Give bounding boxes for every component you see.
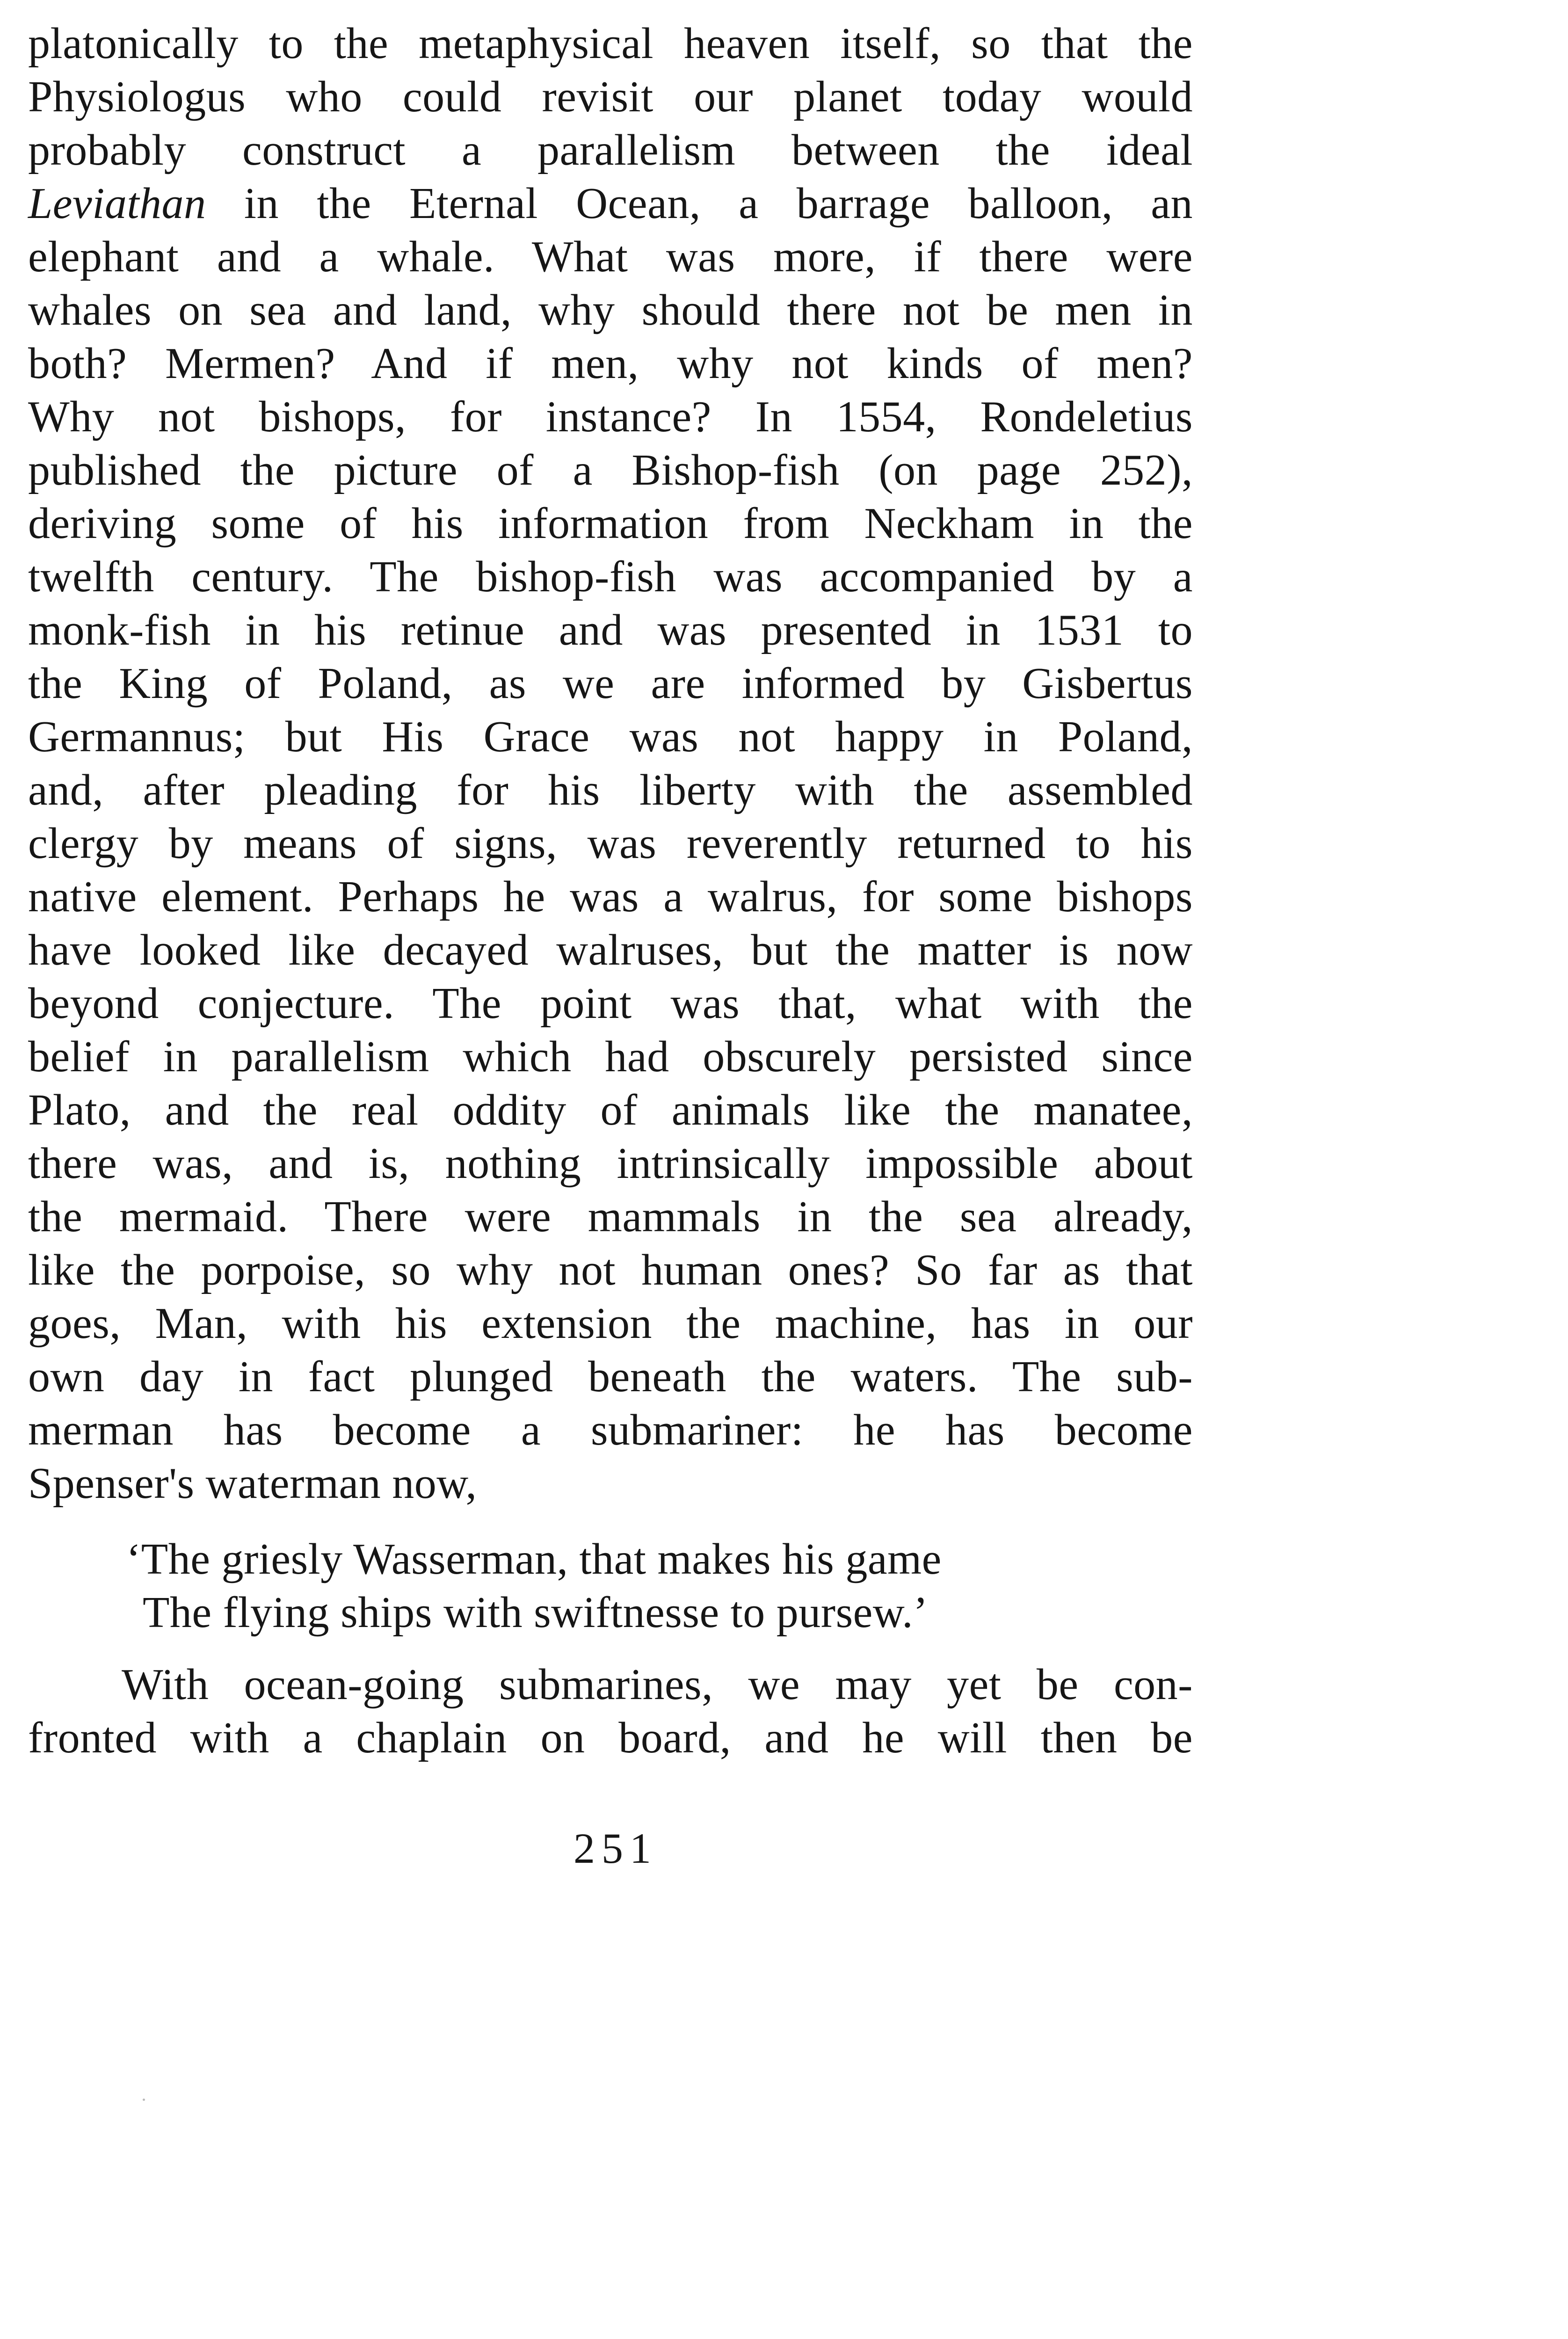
text-line: merman has become a submariner: he has become [28, 1406, 1193, 1454]
text-line: elephant and a whale. What was more, if there were [28, 232, 1193, 281]
text-line: both? Mermen? And if men, why not kinds of men? [28, 339, 1193, 388]
text-line: native element. Perhaps he was a walrus, for some bishops [28, 872, 1193, 921]
spacer [28, 1510, 1193, 1533]
quote-line: The flying ships with swiftnesse to pursew.’ [143, 1588, 928, 1637]
text-line: Why not bishops, for instance? In 1554, Rondeletius [28, 392, 1193, 441]
text-line: the King of Poland, as we are informed by Gisbertus [28, 659, 1193, 708]
text-line: probably construct a parallelism between the ideal [28, 126, 1193, 174]
text-line: like the porpoise, so why not human ones? So far as that [28, 1246, 1193, 1294]
text-line: Plato, and the real oddity of animals like the manatee, [28, 1086, 1193, 1134]
text-line: fronted with a chaplain on board, and he will then be [28, 1714, 1193, 1762]
text-line: goes, Man, with his extension the machine, has in our [28, 1299, 1193, 1348]
paper-speck [143, 2099, 145, 2101]
text-line: deriving some of his information from Neckham in the [28, 499, 1193, 548]
text-line: platonically to the metaphysical heaven itself, so that the [28, 19, 1193, 68]
quote-line: ‘The griesly Wasserman, that makes his game [126, 1535, 942, 1584]
text-line: have looked like decayed walruses, but the matter is now [28, 926, 1193, 974]
text-line: monk-fish in his retinue and was presented in 1531 to [28, 606, 1193, 654]
text-line: whales on sea and land, why should there not be men in [28, 286, 1193, 334]
text-line [28, 177, 1193, 230]
text-line: belief in parallelism which had obscurely persisted since [28, 1032, 1193, 1081]
verse-quotation [28, 1533, 1193, 1639]
text-line: there was, and is, nothing intrinsically impossible about [28, 1139, 1193, 1188]
text-line: Physiologus who could revisit our planet today would [28, 73, 1193, 121]
page-number: 251 [573, 1824, 658, 1872]
page-body [28, 17, 1193, 1765]
text-line: Germannus; but His Grace was not happy in Poland, [28, 712, 1193, 761]
italic-term: Leviathan [28, 179, 206, 228]
text-line: clergy by means of signs, was reverently returned to his [28, 819, 1193, 868]
spacer [28, 1639, 1193, 1658]
text-line: With ocean-going submarines, we may yet be con- [122, 1660, 1193, 1709]
text-line: own day in fact plunged beneath the waters. The sub- [28, 1352, 1193, 1401]
text-line: and, after pleading for his liberty with the assembled [28, 766, 1193, 814]
text-line: published the picture of a Bishop-fish (on page 252), [28, 446, 1193, 494]
text-line: twelfth century. The bishop-fish was accompanied by a [28, 552, 1193, 601]
text-line: beyond conjecture. The point was that, what with the [28, 979, 1193, 1028]
text-line: Spenser's waterman now, [28, 1459, 477, 1508]
text-fragment: in the Eternal Ocean, a barrage balloon, an [244, 179, 1193, 228]
text-line: the mermaid. There were mammals in the sea already, [28, 1192, 1193, 1241]
